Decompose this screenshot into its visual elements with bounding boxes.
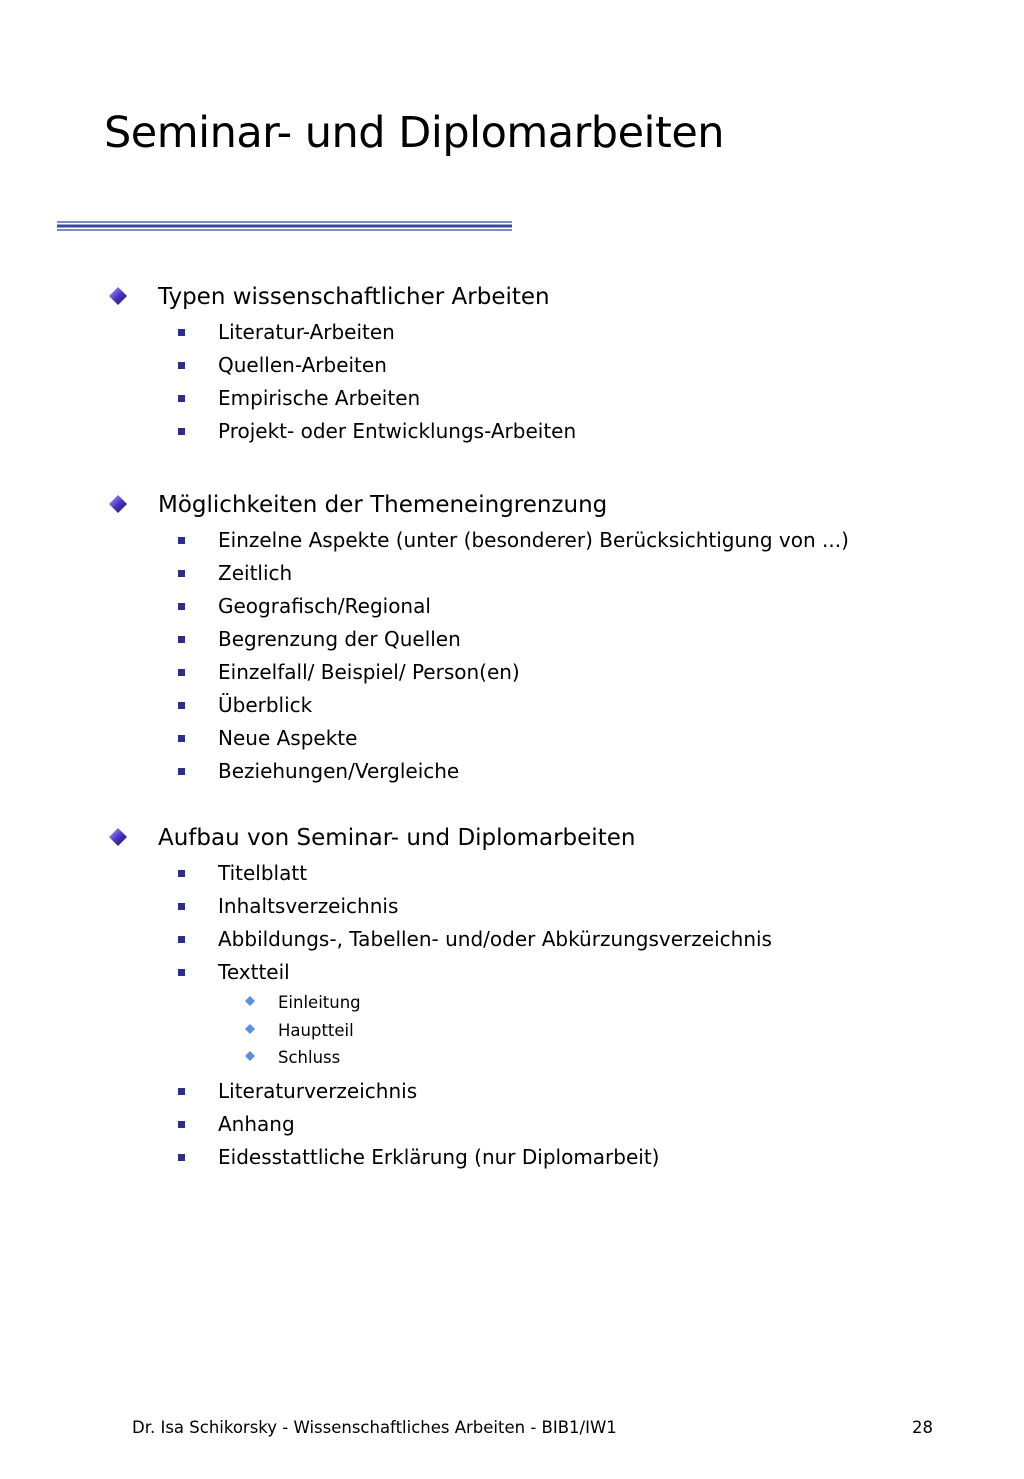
list-item <box>0 1077 1024 1110</box>
footer-author-course: Dr. Isa Schikorsky - Wissenschaftliches Arbeiten - BIB1/IW1 <box>132 1418 617 1437</box>
square-bullet-icon <box>178 768 185 775</box>
list-item <box>0 592 1024 625</box>
list-item <box>0 859 1024 892</box>
list-item <box>0 691 1024 724</box>
list-item <box>0 724 1024 757</box>
list-item-text: Anhang <box>218 1112 295 1136</box>
list-item <box>0 757 1024 790</box>
list-item <box>0 925 1024 958</box>
list-item <box>0 892 1024 925</box>
sub-list-item-text: Hauptteil <box>278 1020 354 1040</box>
sub-list-item <box>0 991 1024 1019</box>
sub-list-item <box>0 1019 1024 1047</box>
square-bullet-icon <box>178 329 185 336</box>
list-item-text: Überblick <box>218 693 313 717</box>
square-bullet-icon <box>178 636 185 643</box>
section-types <box>0 282 1024 450</box>
section-structure <box>0 823 1024 1176</box>
list-item <box>0 1110 1024 1143</box>
list-item-text: Quellen-Arbeiten <box>218 353 387 377</box>
section-heading-row <box>0 823 1024 859</box>
square-bullet-icon <box>178 1121 185 1128</box>
list-item <box>0 318 1024 351</box>
square-bullet-icon <box>178 362 185 369</box>
list-item <box>0 384 1024 417</box>
square-bullet-icon <box>178 735 185 742</box>
small-diamond-bullet-icon <box>245 1024 255 1034</box>
square-bullet-icon <box>178 1154 185 1161</box>
list-item-text: Titelblatt <box>218 861 308 885</box>
list-item <box>0 1143 1024 1176</box>
diamond-bullet-icon <box>109 495 127 513</box>
list-item-text: Einzelfall/ Beispiel/ Person(en) <box>218 660 520 684</box>
list-item-text: Neue Aspekte <box>218 726 358 750</box>
page-title: Seminar- und Diplomarbeiten <box>104 108 725 158</box>
small-diamond-bullet-icon <box>245 1051 255 1061</box>
square-bullet-icon <box>178 870 185 877</box>
list-item-text: Einzelne Aspekte (unter (besonderer) Berücksichtigung von ...) <box>218 528 849 552</box>
square-bullet-icon <box>178 428 185 435</box>
list-item <box>0 526 1024 559</box>
diamond-bullet-icon <box>109 287 127 305</box>
list-item-text: Eidesstattliche Erklärung (nur Diplomarbeit) <box>218 1145 660 1169</box>
square-bullet-icon <box>178 969 185 976</box>
diamond-bullet-icon <box>109 828 127 846</box>
list-item-text: Inhaltsverzeichnis <box>218 894 399 918</box>
list-item-text: Abbildungs-, Tabellen- und/oder Abkürzungsverzeichnis <box>218 927 772 951</box>
section-heading-row <box>0 490 1024 526</box>
list-item-text: Beziehungen/Vergleiche <box>218 759 460 783</box>
list-item-text: Empirische Arbeiten <box>218 386 421 410</box>
section-heading-row <box>0 282 1024 318</box>
section-heading: Typen wissenschaftlicher Arbeiten <box>158 284 550 310</box>
square-bullet-icon <box>178 1088 185 1095</box>
list-item-text: Projekt- oder Entwicklungs-Arbeiten <box>218 419 577 443</box>
list-item-text: Literatur-Arbeiten <box>218 320 395 344</box>
section-heading: Möglichkeiten der Themeneingrenzung <box>158 492 608 518</box>
square-bullet-icon <box>178 702 185 709</box>
list-item <box>0 559 1024 592</box>
square-bullet-icon <box>178 903 185 910</box>
list-item <box>0 658 1024 691</box>
sub-list-item-text: Einleitung <box>278 993 361 1012</box>
list-item-text: Geografisch/Regional <box>218 594 431 618</box>
section-topic-limitation <box>0 490 1024 790</box>
square-bullet-icon <box>178 603 185 610</box>
title-underline-rule <box>57 221 512 233</box>
small-diamond-bullet-icon <box>245 996 255 1006</box>
section-heading: Aufbau von Seminar- und Diplomarbeiten <box>158 825 636 851</box>
list-item <box>0 417 1024 450</box>
list-item-text: Literaturverzeichnis <box>218 1079 418 1103</box>
list-item <box>0 958 1024 991</box>
list-item <box>0 351 1024 384</box>
page-number: 28 <box>912 1418 933 1437</box>
list-item-text: Zeitlich <box>218 561 293 585</box>
square-bullet-icon <box>178 570 185 577</box>
list-item-text: Begrenzung der Quellen <box>218 627 461 651</box>
square-bullet-icon <box>178 537 185 544</box>
sub-list-item-text: Schluss <box>278 1048 341 1067</box>
square-bullet-icon <box>178 936 185 943</box>
list-item-text: Textteil <box>218 960 290 984</box>
square-bullet-icon <box>178 669 185 676</box>
list-item <box>0 625 1024 658</box>
sub-list-item <box>0 1046 1024 1077</box>
square-bullet-icon <box>178 395 185 402</box>
